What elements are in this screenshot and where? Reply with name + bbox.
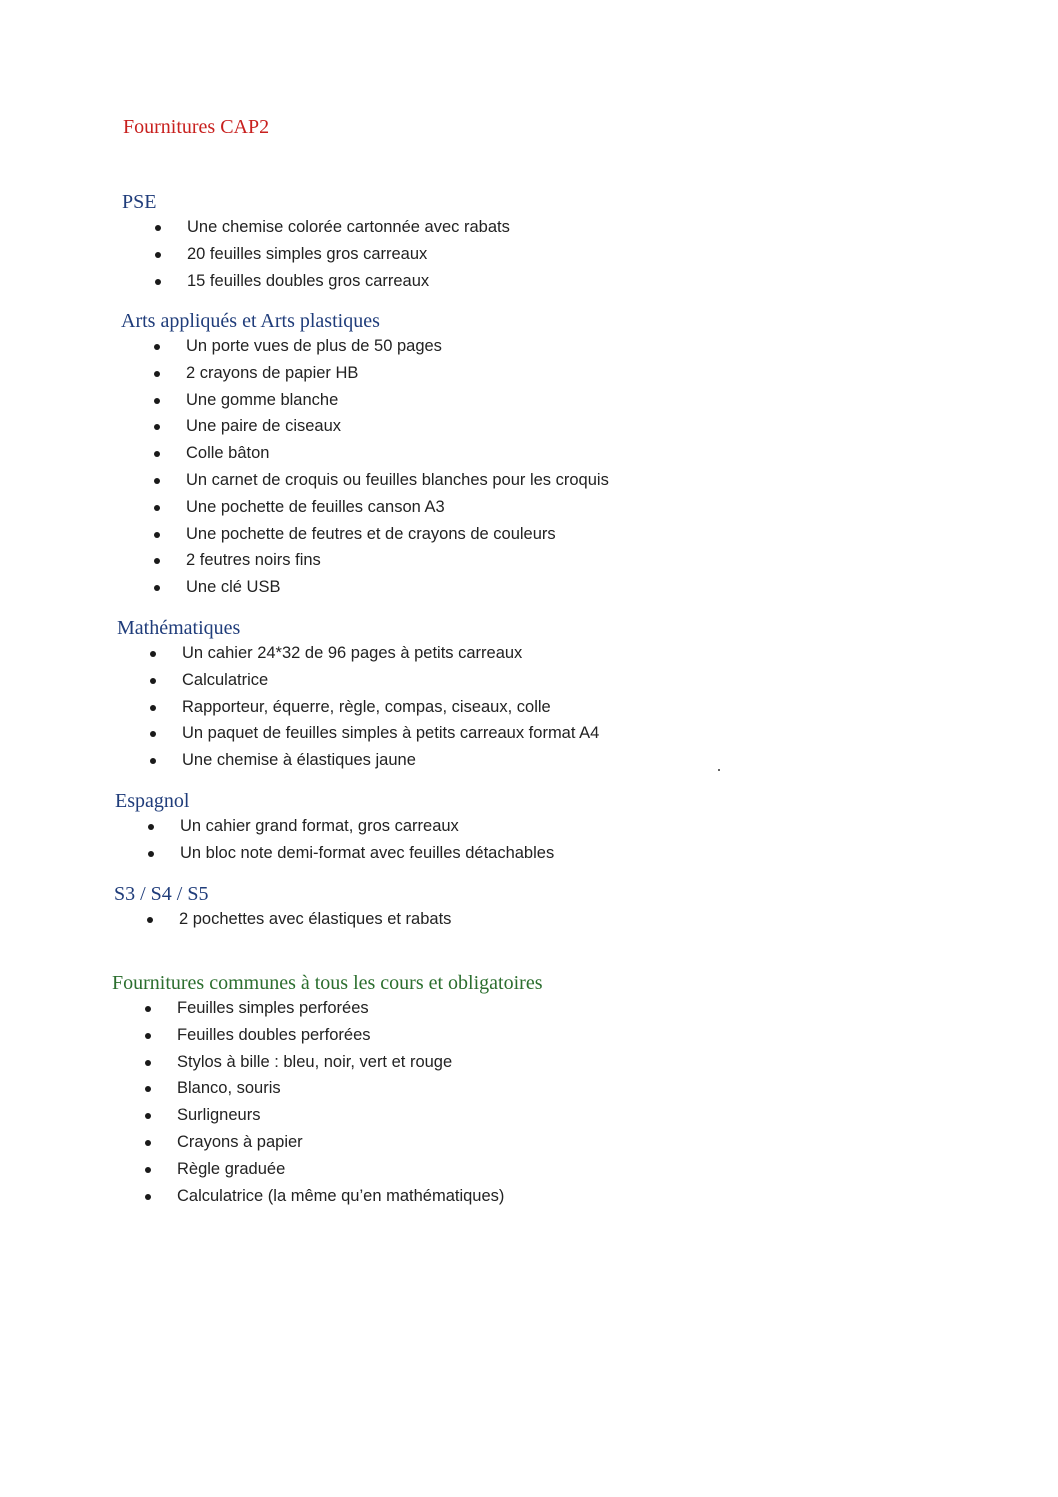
bullet-icon <box>155 279 161 285</box>
section-arts <box>121 309 609 601</box>
list-item: Un bloc note demi-format avec feuilles détachables <box>148 840 189 867</box>
page-title: Fournitures CAP2 <box>123 116 270 138</box>
section-s3-s4-s5 <box>114 882 452 933</box>
bullet-icon <box>145 1113 151 1119</box>
list-item: Un cahier 24*32 de 96 pages à petits carreaux <box>150 640 240 667</box>
list-item: Une chemise à élastiques jaune <box>150 747 240 774</box>
bullet-icon <box>150 651 156 657</box>
list-item: Feuilles simples perforées <box>145 995 542 1022</box>
list-item: Crayons à papier <box>145 1129 542 1156</box>
list-item: Surligneurs <box>145 1102 542 1129</box>
item-list-arts <box>154 333 609 601</box>
bullet-icon <box>154 398 160 404</box>
list-item: Une pochette de feuilles canson A3 <box>154 494 380 521</box>
bullet-icon <box>150 731 156 737</box>
list-item: 15 feuilles doubles gros carreaux <box>155 268 156 295</box>
bullet-icon <box>145 1194 151 1200</box>
list-item: 2 crayons de papier HB <box>154 360 380 387</box>
list-item: 2 pochettes avec élastiques et rabats <box>147 906 208 933</box>
list-item: Un porte vues de plus de 50 pages <box>154 333 380 360</box>
bullet-icon <box>155 252 161 258</box>
bullet-icon <box>154 558 160 564</box>
section-common <box>112 971 542 1209</box>
list-item: Règle graduée <box>145 1156 542 1183</box>
section-heading-espagnol: Espagnol <box>115 790 190 812</box>
bullet-icon <box>145 1060 151 1066</box>
bullet-icon <box>154 344 160 350</box>
list-item: Un carnet de croquis ou feuilles blanches pour les croquis <box>154 467 380 494</box>
section-heading-maths: Mathématiques <box>117 617 241 639</box>
bullet-icon <box>150 678 156 684</box>
bullet-icon <box>155 225 161 231</box>
list-item: Une chemise colorée cartonnée avec rabats <box>155 214 156 241</box>
list-item: Un paquet de feuilles simples à petits carreaux format A4 <box>150 720 240 747</box>
bullet-icon <box>154 478 160 484</box>
section-heading-common: Fournitures communes à tous les cours et obligatoires <box>112 972 543 994</box>
list-item: 2 feutres noirs fins <box>154 547 380 574</box>
section-heading-arts: Arts appliqués et Arts plastiques <box>121 310 380 332</box>
section-espagnol <box>115 789 555 867</box>
bullet-icon <box>147 917 153 923</box>
section-maths <box>117 616 600 774</box>
section-heading-pse: PSE <box>122 191 157 213</box>
bullet-icon <box>154 585 160 591</box>
bullet-icon <box>154 532 160 538</box>
item-list-pse <box>155 214 510 294</box>
list-item: 20 feuilles simples gros carreaux <box>155 241 156 268</box>
bullet-icon <box>148 824 154 830</box>
list-item: Une gomme blanche <box>154 387 380 414</box>
list-item: Rapporteur, équerre, règle, compas, ciseaux, colle <box>150 694 240 721</box>
list-item: Une paire de ciseaux <box>154 413 380 440</box>
bullet-icon <box>148 851 154 857</box>
bullet-icon <box>154 451 160 457</box>
bullet-icon <box>154 424 160 430</box>
list-item: Une clé USB <box>154 574 380 601</box>
scan-speck <box>718 769 720 771</box>
bullet-icon <box>150 758 156 764</box>
bullet-icon <box>154 505 160 511</box>
list-item: Stylos à bille : bleu, noir, vert et rouge <box>145 1049 542 1076</box>
list-item: Un cahier grand format, gros carreaux <box>148 813 189 840</box>
bullet-icon <box>145 1006 151 1012</box>
bullet-icon <box>145 1140 151 1146</box>
list-item: Calculatrice <box>150 667 240 694</box>
list-item: Feuilles doubles perforées <box>145 1022 542 1049</box>
section-pse <box>122 190 510 294</box>
list-item: Blanco, souris <box>145 1075 542 1102</box>
list-item: Calculatrice (la même qu’en mathématiques) <box>145 1183 542 1210</box>
bullet-icon <box>150 705 156 711</box>
item-list-common <box>145 995 542 1209</box>
item-list-maths <box>150 640 600 774</box>
section-heading-s3-s4-s5: S3 / S4 / S5 <box>114 883 209 905</box>
bullet-icon <box>145 1033 151 1039</box>
item-list-s3-s4-s5 <box>147 906 452 933</box>
bullet-icon <box>145 1086 151 1092</box>
list-item: Colle bâton <box>154 440 380 467</box>
bullet-icon <box>145 1167 151 1173</box>
list-item: Une pochette de feutres et de crayons de couleurs <box>154 521 380 548</box>
bullet-icon <box>154 371 160 377</box>
item-list-espagnol <box>148 813 555 867</box>
